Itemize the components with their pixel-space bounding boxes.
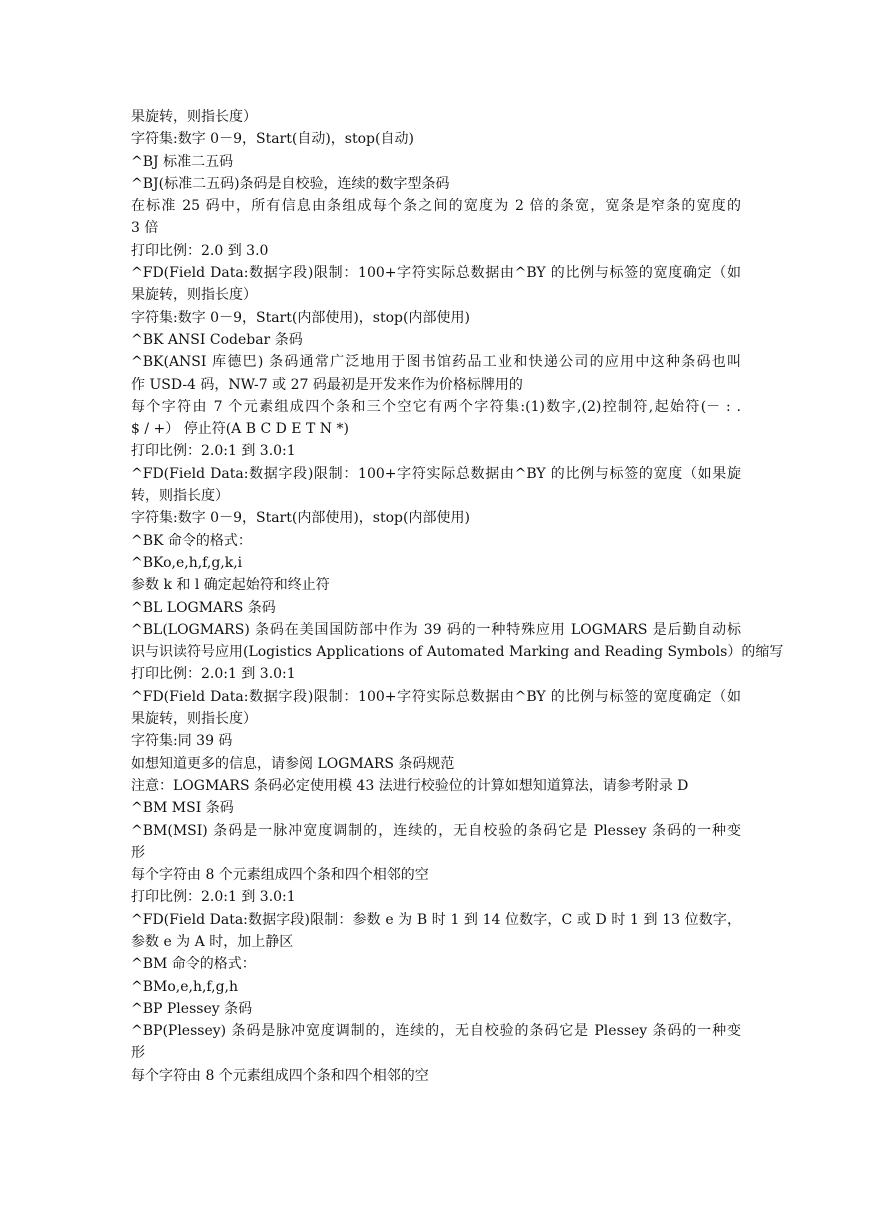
text-line: 果旋转，则指长度） [131, 109, 257, 125]
text-line: 打印比例：2.0 到 3.0 [131, 242, 269, 259]
text-line: ^BK 命令的格式： [131, 532, 252, 549]
text-line: 每个字符由 8 个元素组成四个条和四个相邻的空 [131, 1067, 429, 1084]
text-line: ^BJ 标准二五码 [131, 153, 234, 170]
text-line: 打印比例：2.0:1 到 3.0:1 [131, 443, 296, 460]
text-line: 在标准 25 码中，所有信息由条组成每个条之间的宽度为 2 倍的条宽，宽条是窄条的宽度的 [131, 198, 741, 215]
text-line: 注意：LOGMARS 条码必定使用模 43 法进行校验位的计算如想知道算法，请参考附录 D [131, 777, 689, 794]
text-line: 字符集:数字 0－9，Start(内部使用)，stop(内部使用) [131, 309, 470, 326]
text-line: 字符集:同 39 码 [131, 733, 233, 750]
text-line: $ / +） 停止符(A B C D E T N *) [131, 421, 349, 438]
text-line: 每个字符由 7 个元素组成四个条和三个空它有两个字符集:(1)数字,(2)控制符,起始符(－ : . [131, 398, 741, 415]
text-line: 打印比例：2.0:1 到 3.0:1 [131, 666, 296, 683]
text-line: 识与识读符号应用(Logistics Applications of Automated Marking and Reading Symbols）的缩写 [131, 644, 784, 661]
text-line: ^BK ANSI Codebar 条码 [131, 331, 303, 348]
text-line: 打印比例：2.0:1 到 3.0:1 [131, 889, 296, 906]
text-line: 参数 e 为 A 时，加上静区 [131, 933, 294, 950]
text-line: ^BP Plessey 条码 [131, 1000, 253, 1017]
text-line: 每个字符由 8 个元素组成四个条和四个相邻的空 [131, 867, 429, 884]
text-line: 字符集:数字 0－9，Start(自动)，stop(自动) [131, 131, 414, 148]
text-line: 参数 k 和 l 确定起始符和终止符 [131, 577, 330, 594]
text-line: ^BK(ANSI 库德巴) 条码通常广泛地用于图书馆药品工业和快递公司的应用中这种条码也叫 [131, 354, 741, 371]
text-line: 果旋转，则指长度） [131, 711, 257, 728]
text-line: 3 倍 [131, 220, 159, 237]
text-line: ^BL(LOGMARS) 条码在美国国防部中作为 39 码的一种特殊应用 LOGMARS 是后勤自动标 [131, 621, 741, 638]
text-line: ^FD(Field Data:数据字段)限制：参数 e 为 B 时 1 到 14 位数字，C 或 D 时 1 到 13 位数字， [131, 911, 741, 928]
text-line: ^BP(Plessey) 条码是脉冲宽度调制的，连续的，无自校验的条码它是 Plessey 条码的一种变 [131, 1023, 741, 1040]
text-line: 作 USD-4 码，NW-7 或 27 码最初是开发来作为价格标牌用的 [131, 376, 523, 393]
text-line: ^BL LOGMARS 条码 [131, 599, 276, 616]
text-line: ^BM(MSI) 条码是一脉冲宽度调制的，连续的，无自校验的条码它是 Plessey 条码的一种变 [131, 822, 741, 839]
text-line: ^BM 命令的格式： [131, 956, 256, 973]
text-line: 字符集:数字 0－9，Start(内部使用)，stop(内部使用) [131, 510, 470, 527]
text-line: ^BKo,e,h,f,g,k,i [131, 554, 243, 571]
text-line: ^FD(Field Data:数据字段)限制：100+字符实际总数据由^BY 的比例与标签的宽度（如果旋 [131, 465, 741, 482]
text-line: ^FD(Field Data:数据字段)限制：100+字符实际总数据由^BY 的比例与标签的宽度确定（如 [131, 688, 741, 705]
text-line: ^BM MSI 条码 [131, 800, 234, 817]
text-line: 转，则指长度） [131, 488, 229, 505]
text-line: ^FD(Field Data:数据字段)限制：100+字符实际总数据由^BY 的比例与标签的宽度确定（如 [131, 265, 741, 282]
text-line: 果旋转，则指长度） [131, 287, 257, 304]
text-line: 形 [131, 1045, 145, 1062]
text-line: ^BMo,e,h,f,g,h [131, 978, 238, 995]
document-body [131, 106, 784, 1087]
text-line: 形 [131, 844, 145, 861]
text-line: 如想知道更多的信息，请参阅 LOGMARS 条码规范 [131, 755, 455, 772]
text-line: ^BJ(标准二五码)条码是自校验，连续的数字型条码 [131, 175, 450, 192]
